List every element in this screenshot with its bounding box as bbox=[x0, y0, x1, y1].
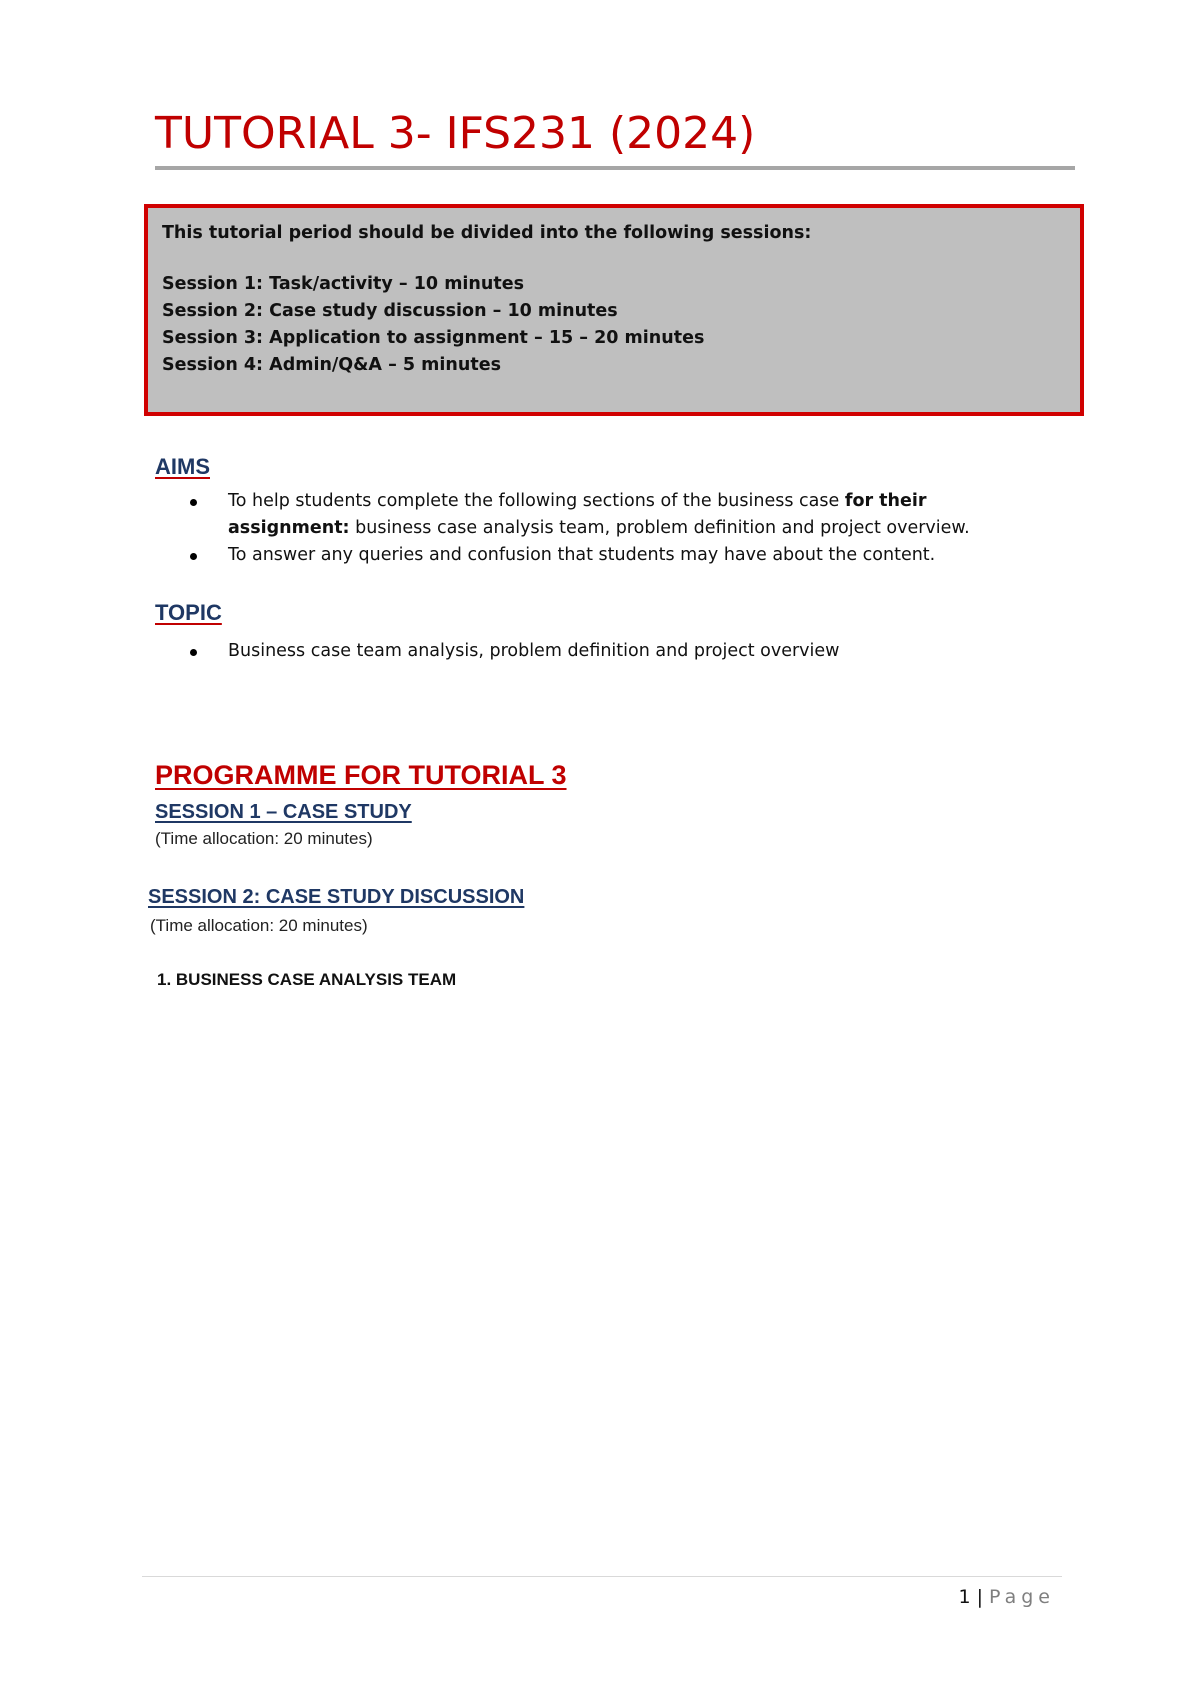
document-title: TUTORIAL 3- IFS231 (2024) bbox=[155, 108, 756, 159]
page-label: Page bbox=[989, 1586, 1055, 1608]
session-2-heading: SESSION 2: CASE STUDY DISCUSSION bbox=[148, 886, 525, 908]
footer-rule bbox=[142, 1576, 1062, 1577]
page-footer bbox=[959, 1586, 1056, 1608]
aims-heading: AIMS bbox=[155, 454, 210, 479]
aims-list bbox=[188, 488, 1008, 569]
session-2-time-allocation: (Time allocation: 20 minutes) bbox=[150, 916, 368, 935]
bullet-icon bbox=[190, 649, 197, 656]
aims-item-text-continued: business case analysis team, problem definition and project overview. bbox=[349, 518, 970, 538]
topic-list-item bbox=[188, 638, 1008, 665]
session-schedule-intro: This tutorial period should be divided into the following sessions: bbox=[162, 223, 812, 243]
bullet-icon bbox=[190, 499, 197, 506]
aims-list-item bbox=[188, 488, 1008, 542]
session-1-time-allocation: (Time allocation: 20 minutes) bbox=[155, 829, 373, 848]
page-number: 1 bbox=[958, 1586, 971, 1608]
session-schedule-item: Session 1: Task/activity – 10 minutes bbox=[162, 274, 524, 294]
aims-item-text: To answer any queries and confusion that students may have about the content. bbox=[228, 545, 936, 565]
aims-item-bold-text: for their assignment: bbox=[228, 491, 927, 538]
bullet-icon bbox=[190, 553, 197, 560]
topic-list bbox=[188, 638, 1008, 665]
session-1-heading: SESSION 1 – CASE STUDY bbox=[155, 801, 412, 823]
business-case-analysis-team-heading: 1. BUSINESS CASE ANALYSIS TEAM bbox=[157, 970, 457, 989]
aims-list-item bbox=[188, 542, 1008, 569]
programme-heading: PROGRAMME FOR TUTORIAL 3 bbox=[155, 760, 567, 790]
topic-heading: TOPIC bbox=[155, 600, 222, 625]
footer-separator: | bbox=[976, 1586, 983, 1608]
title-underline-rule bbox=[155, 166, 1075, 170]
session-schedule-item: Session 2: Case study discussion – 10 minutes bbox=[162, 301, 618, 321]
session-schedule-box bbox=[144, 204, 1084, 416]
aims-item-text: To help students complete the following sections of the business case bbox=[228, 491, 845, 511]
session-schedule-item: Session 3: Application to assignment – 15 – 20 minutes bbox=[162, 328, 705, 348]
topic-item-text: Business case team analysis, problem definition and project overview bbox=[228, 641, 840, 661]
session-schedule-item: Session 4: Admin/Q&A – 5 minutes bbox=[162, 355, 501, 375]
